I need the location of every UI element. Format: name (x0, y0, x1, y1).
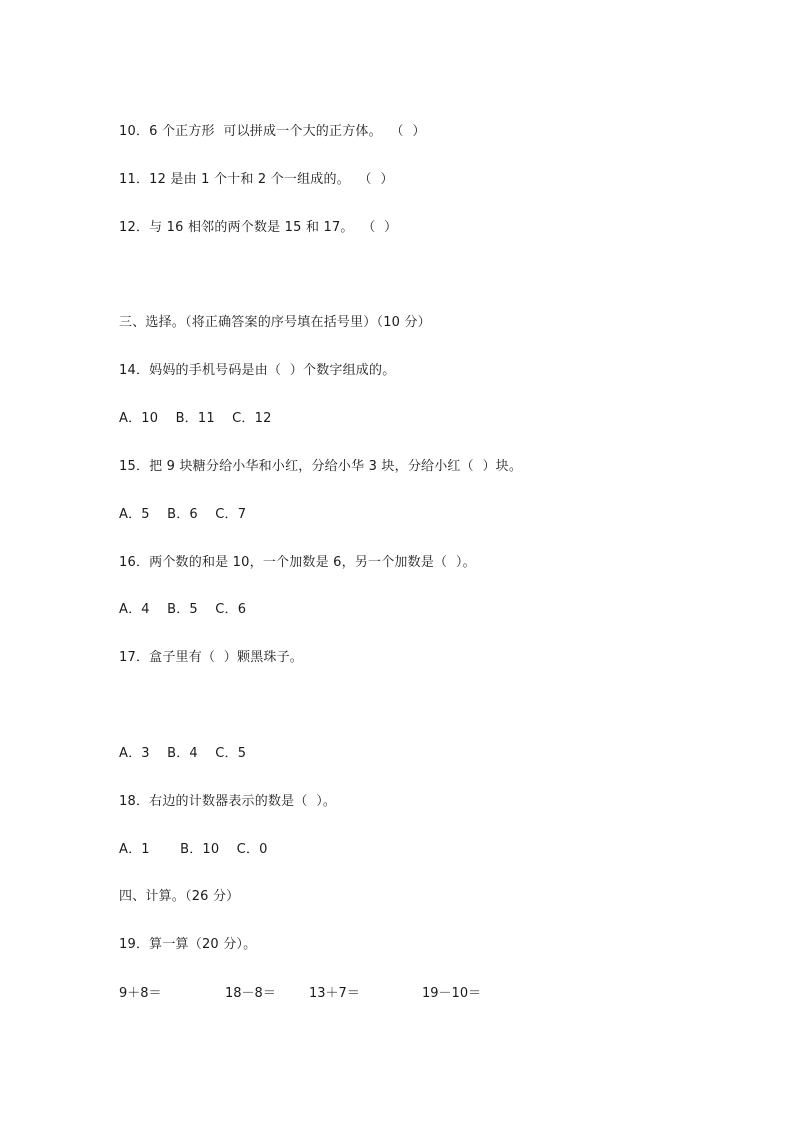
question-17: 17．盒子里有（ ）颗黑珠子。 (119, 650, 304, 665)
calc-item: 19－10＝ (422, 986, 482, 1001)
question-16-options: A．4 B．5 C．6 (119, 602, 247, 617)
calc-item: 9＋8＝ (119, 986, 162, 1001)
question-19: 19．算一算（20 分）。 (119, 937, 257, 952)
section-4-heading: 四、计算。（26 分） (119, 889, 240, 904)
question-10: 10．6 个正方形 可以拼成一个大的正方体。 （ ） (119, 124, 426, 139)
question-12: 12．与 16 相邻的两个数是 15 和 17。 （ ） (119, 220, 398, 235)
question-14: 14．妈妈的手机号码是由（ ）个数字组成的。 (119, 363, 396, 378)
question-15-options: A．5 B．6 C．7 (119, 507, 247, 522)
question-14-options: A．10 B．11 C．12 (119, 411, 272, 426)
question-11: 11．12 是由 1 个十和 2 个一组成的。 （ ） (119, 172, 394, 187)
question-18: 18．右边的计数器表示的数是（ ）。 (119, 794, 337, 809)
section-3-heading: 三、选择。（将正确答案的序号填在括号里）（10 分） (119, 315, 431, 330)
calc-item: 18－8＝ (225, 986, 276, 1001)
question-16: 16．两个数的和是 10，一个加数是 6，另一个加数是（ ）。 (119, 555, 476, 570)
calc-item: 13＋7＝ (309, 986, 360, 1001)
question-18-options: A．1 B．10 C．0 (119, 842, 268, 857)
question-17-options: A．3 B．4 C．5 (119, 746, 247, 761)
question-15: 15．把 9 块糖分给小华和小红，分给小华 3 块，分给小红（ ）块。 (119, 459, 523, 474)
